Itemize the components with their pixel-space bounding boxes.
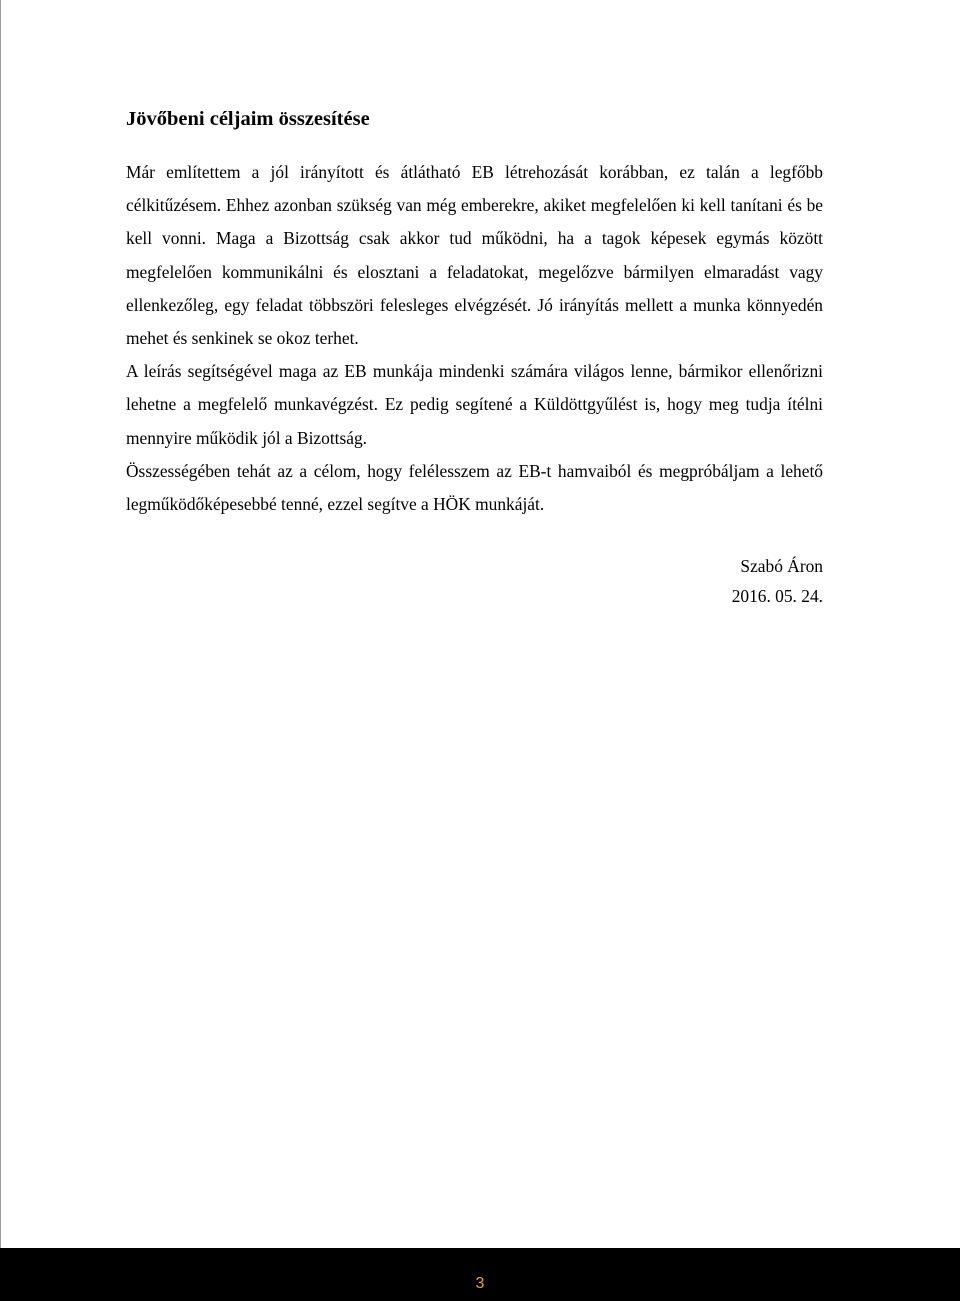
page-left-border: [0, 0, 1, 1248]
paragraph-summary: Összességében tehát az a célom, hogy felélesszem az EB-t hamvaiból és megpróbáljam a lehető legműködőképesebbé tenné, ezzel segítve a HÖK munkáját.: [126, 460, 823, 515]
signature-date: 2016. 05. 24.: [731, 586, 823, 607]
paragraph-goals: Már említettem a jól irányított és átlátható EB létrehozását korábban, ez talán a legfőbb célkitűzésem. Ehhez azonban szükség van még emberekre, akiket megfelelően ki kell tanítani és be kell vonni. Maga a Bizottság csak akkor tud működni, ha a tagok képesek egymás között megfelelően kommunikálni és elosztani a feladatokat, megelőzve bármilyen elmaradást vagy ellenkezőleg, egy feladat többszöri felesleges elvégzését. Jó irányítás mellett a munka könnyedén mehet és senkinek se okoz terhet.: [126, 162, 823, 349]
document-page: [126, 104, 823, 611]
page-number: 3: [475, 1275, 485, 1292]
signature-name: Szabó Áron: [740, 556, 823, 577]
signature-block: [126, 551, 823, 611]
section-heading: Jövőbeni céljaim összesítése: [126, 108, 370, 130]
paragraph-description: A leírás segítségével maga az EB munkája mindenki számára világos lenne, bármikor ellenőrizni lehetne a megfelelő munkavégzést. Ez pedig segítené a Küldöttgyűlést is, hogy meg tudja ítélni mennyire működik jól a Bizottság.: [126, 361, 823, 448]
